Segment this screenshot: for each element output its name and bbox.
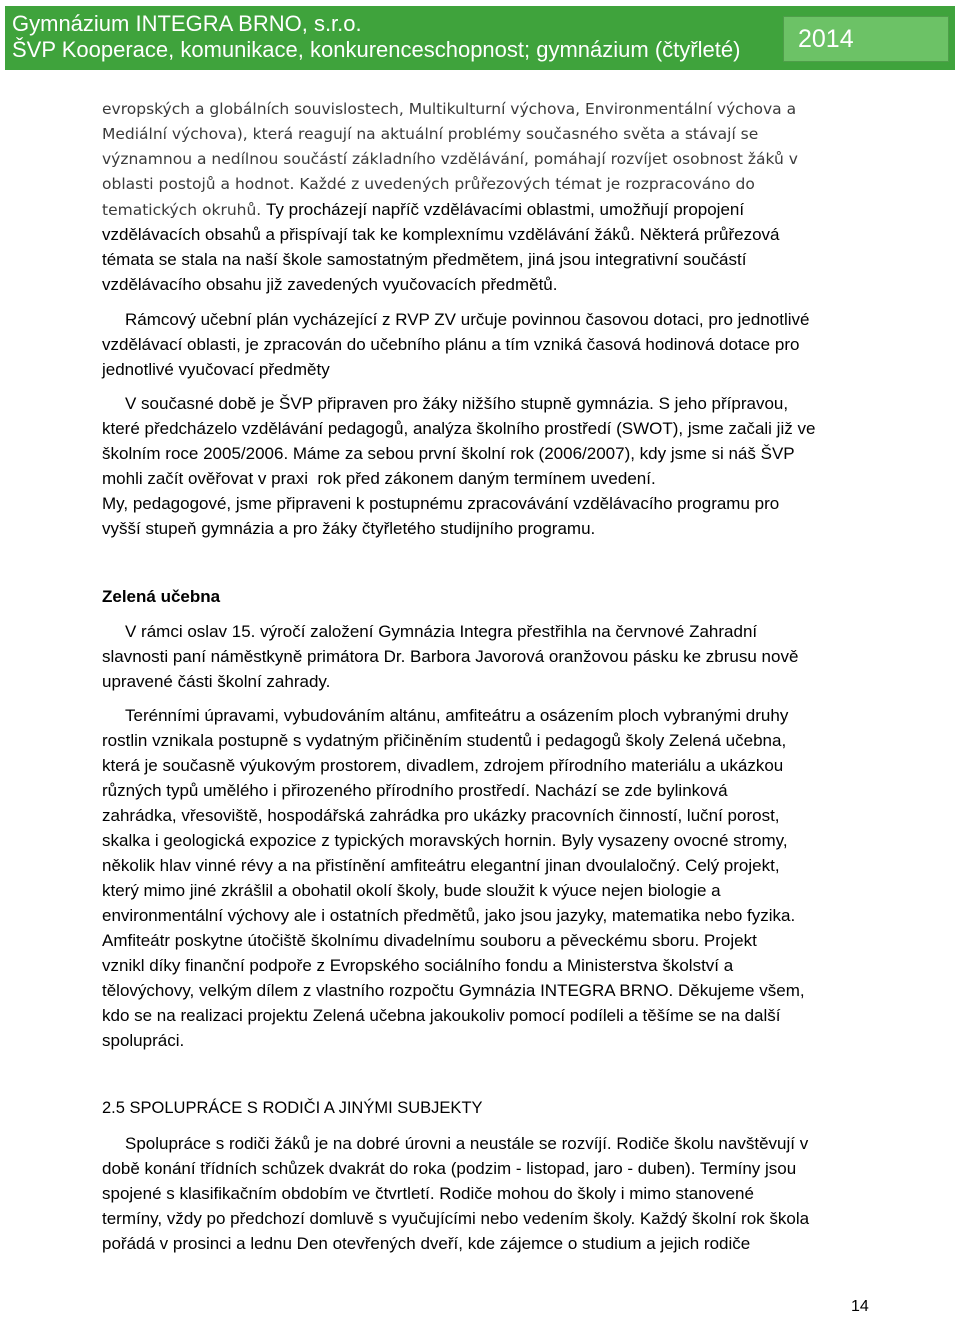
text-line: vzdělávací oblasti, je zpracován do učebního plánu a tím vzniká časová hodinová dotace pro (102, 335, 800, 354)
text-line: evropských a globálních souvislostech, Multikulturní výchova, Environmentální výchova a (102, 100, 797, 118)
text-segment: tematických okruhů. (102, 201, 262, 219)
text-line: spojené s klasifikačním obdobím ve čtvrtletí. Rodiče mohou do školy i mimo stanovené (102, 1184, 754, 1203)
text-line: Rámcový učební plán vycházející z RVP ZV určuje povinnou časovou dotaci, pro jednotlivé (125, 310, 810, 329)
text-line: V rámci oslav 15. výročí založení Gymnázia Integra přestřihla na červnové Zahradní (125, 622, 758, 641)
text-line: upravené části školní zahrady. (102, 672, 331, 691)
year-box (783, 16, 949, 62)
school-name: Gymnázium INTEGRA BRNO, s.r.o. (12, 11, 362, 36)
text-line: mohli začít ověřovat v praxi rok před zákonem daným termínem uvedení. (102, 469, 656, 488)
section-heading: Zelená učebna (102, 587, 221, 606)
text-line: jednotlivé vyučovací předměty (102, 360, 330, 379)
text-line: V současné době je ŠVP připraven pro žáky nižšího stupně gymnázia. S jeho přípravou, (125, 394, 789, 413)
text-line: Terénními úpravami, vybudováním altánu, amfiteátru a osázením ploch vybranými druhy (125, 706, 789, 725)
text-line: Mediální výchova), která reagují na aktuální problémy současného světa a stávají se (102, 125, 759, 143)
page-number: 14 (851, 1298, 869, 1315)
text-line: vzdělávacího obsahu již zavedených vyučovacích předmětů. (102, 275, 558, 294)
text-line: termíny, vždy po předchozí domluvě s vyučujícími nebo vedením školy. Každý školní rok škola (102, 1209, 810, 1228)
parents-paragraph (102, 1131, 922, 1256)
green-classroom-section (102, 584, 922, 609)
text-line: slavnosti paní náměstkyně primátora Dr. Barbora Javorová oranžovou pásku ke zbrusu nově (102, 647, 799, 666)
text-line: době konání třídních schůzek dvakrát do roka (podzim - listopad, jaro - duben). Termíny jsou (102, 1159, 797, 1178)
text-line (102, 197, 922, 222)
parents-section (102, 1096, 922, 1121)
text-line: které předcházelo vzdělávání pedagogů, analýza školního prostředí (SWOT), jsme začali již ve (102, 419, 816, 438)
text-line: rostlin vznikala postupně s vydatným přičiněním studentů i pedagogů školy Zelená učebna, (102, 731, 787, 750)
text-line: různých typů umělého i přirozeného přírodního prostředí. Nachází se zde bylinková (102, 781, 728, 800)
text-line: několik hlav vinné révy a na přistínění amfiteátru elegantní jinan dvoulaločný. Celý projekt, (102, 856, 780, 875)
intro-paragraph (102, 97, 922, 297)
svp-status-paragraph (102, 391, 922, 541)
text-line: My, pedagogové, jsme připraveni k postupnému zpracovávání vzdělávacího programu pro (102, 494, 780, 513)
section-heading: 2.5 SPOLUPRÁCE S RODIČI A JINÝMI SUBJEKTY (102, 1099, 483, 1117)
text-line: která je současně výukovým prostorem, divadlem, zdrojem přírodního materiálu a ukázkou (102, 756, 784, 775)
text-line: vznikl díky finanční podpoře z Evropského sociálního fondu a Ministerstva školství a (102, 956, 734, 975)
text-line: environmentální výchovy ale i ostatních předmětů, jako jsou jazyky, matematika nebo fyzika. (102, 906, 796, 925)
text-segment: Ty procházejí napříč vzdělávacími oblastmi, umožňují propojení (265, 200, 745, 219)
year-label: 2014 (798, 25, 854, 53)
page-header (5, 6, 955, 70)
text-line: oblasti postojů a hodnot. Každé z uvedených průřezových témat je rozpracováno do (102, 175, 755, 193)
text-line: pořádá v prosinci a lednu Den otevřených dveří, kde zájemce o studium a jejich rodiče (102, 1234, 751, 1253)
text-line: Amfiteátr poskytne útočiště školnímu divadelnímu souboru a pěveckému sboru. Projekt (102, 931, 757, 950)
green-classroom-description-paragraph (102, 703, 922, 1053)
text-line: skalka i geologická expozice z typických moravských hornin. Byly vysazeny ovocné stromy, (102, 831, 788, 850)
text-line: spolupráci. (102, 1031, 185, 1050)
green-classroom-opening-paragraph (102, 619, 922, 694)
text-line: kdo se na realizaci projektu Zelená učebna jakoukoliv pomocí podíleli a těšíme se na další (102, 1006, 781, 1025)
text-line: vyšší stupeň gymnázia a pro žáky čtyřletého studijního programu. (102, 519, 596, 538)
text-line: tělovýchovy, velkým dílem z vlastního rozpočtu Gymnázia INTEGRA BRNO. Děkujeme všem, (102, 981, 805, 1000)
text-line: témata se stala na naší škole samostatným předmětem, jiná jsou integrativní součástí (102, 250, 747, 269)
text-line: který mimo jiné zkrášlil a obohatil okolí školy, bude sloužit k výuce nejen biologie a (102, 881, 721, 900)
curriculum-plan-paragraph (102, 307, 922, 382)
text-line: významnou a nedílnou součástí základního vzdělávání, pomáhají rozvíjet osobnost žáků v (102, 150, 798, 168)
text-line: školním roce 2005/2006. Máme za sebou první školní rok (2006/2007), kdy jsme si náš ŠVP (102, 444, 795, 463)
program-title: ŠVP Kooperace, komunikace, konkurenceschopnost; gymnázium (čtyřleté) (12, 37, 741, 62)
text-line: vzdělávacích obsahů a přispívají tak ke komplexnímu vzdělávání žáků. Některá průřezová (102, 225, 780, 244)
text-line: Spolupráce s rodiči žáků je na dobré úrovni a neustále se rozvíjí. Rodiče školu navštěvují v (125, 1134, 809, 1153)
text-line: zahrádka, vřesoviště, hospodářská zahrádka pro ukázky pracovních činností, luční porost, (102, 806, 780, 825)
